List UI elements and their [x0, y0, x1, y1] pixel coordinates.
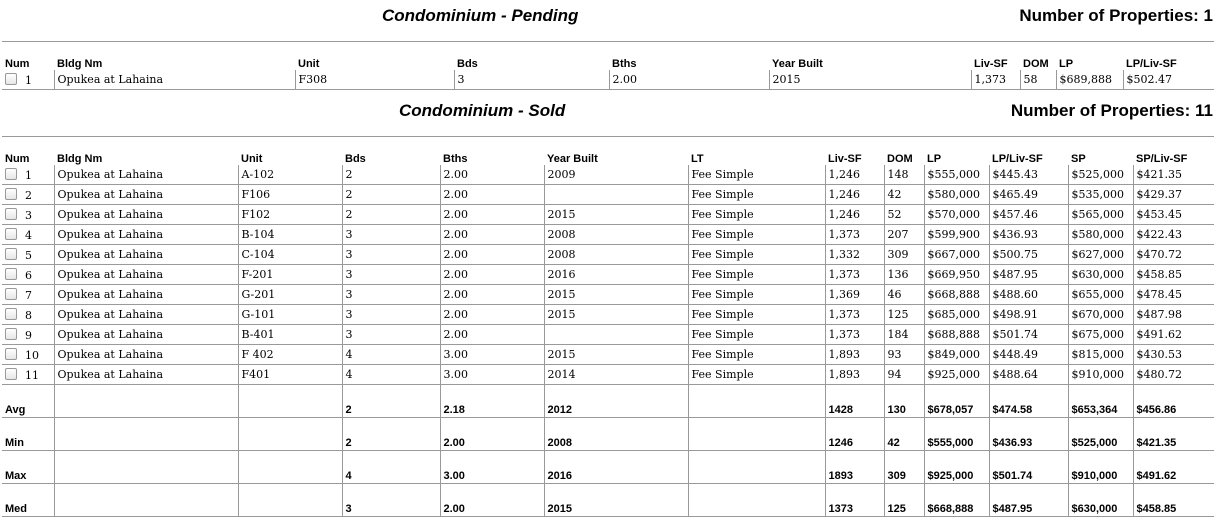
cell-lt: Fee Simple [688, 365, 825, 385]
row-num: 10 [25, 348, 39, 362]
cell-year: 2009 [544, 165, 688, 185]
sold-table-row [2, 285, 1214, 305]
stat-lp: $925,000 [924, 451, 989, 484]
sold-table-row [2, 225, 1214, 245]
cell-livsf: 1,893 [825, 365, 884, 385]
cell-lp: $555,000 [924, 165, 989, 185]
row-num: 7 [25, 288, 32, 302]
pending-header-row [2, 42, 1214, 71]
stat-sp: $910,000 [1068, 451, 1133, 484]
stat-lp: $678,057 [924, 385, 989, 418]
sold-table-row [2, 185, 1214, 205]
cell-lpsf: $488.60 [989, 285, 1068, 305]
cell-lpsf: $487.95 [989, 265, 1068, 285]
cell-livsf: 1,373 [825, 305, 884, 325]
cell-bldg: Opukea at Lahaina [54, 165, 238, 185]
cell-livsf: 1,893 [825, 345, 884, 365]
pending-col-header: Liv-SF [971, 42, 1020, 71]
sold-table-row [2, 205, 1214, 225]
sold-col-header: Liv-SF [825, 137, 884, 166]
row-num: 9 [25, 328, 32, 342]
cell-sp: $535,000 [1068, 185, 1133, 205]
row-checkbox[interactable] [5, 328, 17, 340]
cell-bths: 2.00 [440, 165, 544, 185]
cell-lpsf: $436.93 [989, 225, 1068, 245]
sold-title: Condominium - Sold [399, 101, 566, 120]
cell-bldg: Opukea at Lahaina [54, 185, 238, 205]
sold-col-header: DOM [884, 137, 924, 166]
row-select-cell [2, 205, 54, 225]
row-num: 11 [25, 368, 39, 382]
cell-year: 2008 [544, 225, 688, 245]
cell-bldg: Opukea at Lahaina [54, 365, 238, 385]
sold-col-header: Bds [342, 137, 440, 166]
cell-livsf: 1,332 [825, 245, 884, 265]
cell-bths: 2.00 [440, 245, 544, 265]
sold-col-header: SP/Liv-SF [1133, 137, 1214, 166]
row-num: 1 [25, 168, 32, 182]
cell-lpsf: $500.75 [989, 245, 1068, 265]
cell-unit: C-104 [238, 245, 342, 265]
stat-livsf: 1246 [825, 418, 884, 451]
cell-spsf: $458.85 [1133, 265, 1214, 285]
sold-table-row [2, 345, 1214, 365]
cell-dom: 136 [884, 265, 924, 285]
stat-dom: 125 [884, 484, 924, 517]
pending-col-header: Bldg Nm [54, 42, 295, 71]
cell-year: 2015 [544, 345, 688, 365]
cell-lp: $599,900 [924, 225, 989, 245]
cell-lt: Fee Simple [688, 285, 825, 305]
stat-lpsf: $501.74 [989, 451, 1068, 484]
sold-col-header: LT [688, 137, 825, 166]
cell-sp: $675,000 [1068, 325, 1133, 345]
cell-bldg: Opukea at Lahaina [54, 245, 238, 265]
stat-bths: 2.18 [440, 385, 544, 418]
cell-bths: 2.00 [440, 265, 544, 285]
cell-livsf: 1,246 [825, 205, 884, 225]
row-checkbox[interactable] [5, 248, 17, 260]
cell-livsf: 1,373 [825, 265, 884, 285]
cell-unit: F102 [238, 205, 342, 225]
stat-empty [54, 385, 238, 418]
cell-lp: $925,000 [924, 365, 989, 385]
stat-year: 2015 [544, 484, 688, 517]
cell-dom: 125 [884, 305, 924, 325]
cell-lt: Fee Simple [688, 185, 825, 205]
row-num: 2 [25, 188, 32, 202]
cell-lp: $689,888 [1056, 70, 1123, 90]
cell-spsf: $429.37 [1133, 185, 1214, 205]
stat-bths: 3.00 [440, 451, 544, 484]
row-num: 4 [25, 228, 32, 242]
pending-col-header: Unit [295, 42, 454, 71]
cell-lp: $849,000 [924, 345, 989, 365]
cell-bldg: Opukea at Lahaina [54, 70, 295, 90]
row-select-cell [2, 265, 54, 285]
cell-unit: G-201 [238, 285, 342, 305]
cell-dom: 58 [1020, 70, 1056, 90]
cell-year: 2008 [544, 245, 688, 265]
cell-dom: 207 [884, 225, 924, 245]
stat-sp: $525,000 [1068, 418, 1133, 451]
cell-lt: Fee Simple [688, 265, 825, 285]
stats-row [2, 451, 1214, 484]
cell-year: 2014 [544, 365, 688, 385]
cell-dom: 46 [884, 285, 924, 305]
cell-spsf: $480.72 [1133, 365, 1214, 385]
cell-spsf: $487.98 [1133, 305, 1214, 325]
cell-sp: $580,000 [1068, 225, 1133, 245]
row-select-cell [2, 325, 54, 345]
row-select-cell [2, 245, 54, 265]
sold-col-header: Bldg Nm [54, 137, 238, 166]
cell-sp: $525,000 [1068, 165, 1133, 185]
stat-dom: 42 [884, 418, 924, 451]
cell-year: 2015 [544, 205, 688, 225]
cell-livsf: 1,246 [825, 165, 884, 185]
sold-col-header: Bths [440, 137, 544, 166]
cell-dom: 309 [884, 245, 924, 265]
cell-year: 2015 [544, 305, 688, 325]
cell-dom: 93 [884, 345, 924, 365]
sold-table-row [2, 305, 1214, 325]
cell-livsf: 1,373 [971, 70, 1020, 90]
stat-bths: 2.00 [440, 484, 544, 517]
cell-year [544, 185, 688, 205]
cell-year: 2015 [544, 285, 688, 305]
row-num: 8 [25, 308, 32, 322]
stat-livsf: 1428 [825, 385, 884, 418]
cell-bths: 2.00 [440, 305, 544, 325]
cell-bths: 2.00 [440, 285, 544, 305]
cell-bds: 3 [342, 305, 440, 325]
cell-lp: $668,888 [924, 285, 989, 305]
sold-col-header: Num [2, 137, 54, 166]
cell-sp: $670,000 [1068, 305, 1133, 325]
sold-table-row [2, 265, 1214, 285]
stat-year: 2016 [544, 451, 688, 484]
pending-col-header: LP/Liv-SF [1123, 42, 1214, 71]
row-select-cell [2, 165, 54, 185]
cell-bldg: Opukea at Lahaina [54, 265, 238, 285]
row-select-cell [2, 365, 54, 385]
row-checkbox[interactable] [5, 73, 17, 85]
stat-sp: $630,000 [1068, 484, 1133, 517]
row-checkbox[interactable] [5, 168, 17, 180]
pending-table-row [2, 70, 1214, 90]
stat-empty [688, 484, 825, 517]
row-num: 5 [25, 248, 32, 262]
cell-year: 2015 [769, 70, 971, 90]
cell-bds: 2 [342, 165, 440, 185]
row-select-cell [2, 285, 54, 305]
row-select-cell [2, 345, 54, 365]
cell-bldg: Opukea at Lahaina [54, 325, 238, 345]
cell-year [544, 325, 688, 345]
cell-bths: 2.00 [440, 205, 544, 225]
stat-livsf: 1373 [825, 484, 884, 517]
sold-col-header: Unit [238, 137, 342, 166]
stat-label: Min [2, 418, 54, 451]
sold-col-header: SP [1068, 137, 1133, 166]
stat-label: Med [2, 484, 54, 517]
cell-lpsf: $498.91 [989, 305, 1068, 325]
cell-bths: 2.00 [440, 225, 544, 245]
row-select-cell [2, 305, 54, 325]
cell-bths: 3.00 [440, 365, 544, 385]
cell-lp: $667,000 [924, 245, 989, 265]
cell-lpsf: $465.49 [989, 185, 1068, 205]
sold-table-row [2, 365, 1214, 385]
cell-lt: Fee Simple [688, 225, 825, 245]
cell-bds: 3 [342, 245, 440, 265]
sold-col-header: LP [924, 137, 989, 166]
stat-spsf: $421.35 [1133, 418, 1214, 451]
sold-header-row [2, 137, 1214, 166]
row-num: 6 [25, 268, 32, 282]
stat-lpsf: $487.95 [989, 484, 1068, 517]
cell-unit: G-101 [238, 305, 342, 325]
cell-bds: 2 [342, 185, 440, 205]
pending-col-header: Bds [454, 42, 609, 71]
stat-bths: 2.00 [440, 418, 544, 451]
stat-spsf: $491.62 [1133, 451, 1214, 484]
row-select-cell [2, 70, 54, 90]
pending-col-header: LP [1056, 42, 1123, 71]
cell-lp: $570,000 [924, 205, 989, 225]
stats-row [2, 385, 1214, 418]
row-checkbox[interactable] [5, 188, 17, 200]
pending-col-header: Bths [609, 42, 769, 71]
cell-bths: 2.00 [609, 70, 769, 90]
cell-lt: Fee Simple [688, 165, 825, 185]
row-select-cell [2, 225, 54, 245]
row-checkbox[interactable] [5, 308, 17, 320]
stat-bds: 4 [342, 451, 440, 484]
cell-lp: $685,000 [924, 305, 989, 325]
cell-spsf: $491.62 [1133, 325, 1214, 345]
row-checkbox[interactable] [5, 368, 17, 380]
stat-label: Max [2, 451, 54, 484]
cell-lp: $688,888 [924, 325, 989, 345]
stat-bds: 2 [342, 418, 440, 451]
stat-dom: 130 [884, 385, 924, 418]
cell-lt: Fee Simple [688, 245, 825, 265]
stat-empty [54, 484, 238, 517]
cell-unit: F 402 [238, 345, 342, 365]
cell-bths: 3.00 [440, 345, 544, 365]
sold-table [2, 136, 1214, 517]
cell-spsf: $478.45 [1133, 285, 1214, 305]
cell-livsf: 1,373 [825, 225, 884, 245]
cell-lt: Fee Simple [688, 325, 825, 345]
cell-unit: F401 [238, 365, 342, 385]
cell-livsf: 1,246 [825, 185, 884, 205]
cell-bldg: Opukea at Lahaina [54, 345, 238, 365]
cell-lp: $580,000 [924, 185, 989, 205]
stats-row [2, 418, 1214, 451]
stat-lpsf: $436.93 [989, 418, 1068, 451]
cell-bds: 2 [342, 205, 440, 225]
stat-empty [238, 418, 342, 451]
pending-col-header: DOM [1020, 42, 1056, 71]
pending-col-header: Num [2, 42, 54, 71]
cell-bths: 2.00 [440, 325, 544, 345]
stat-lp: $668,888 [924, 484, 989, 517]
cell-bths: 2.00 [440, 185, 544, 205]
stat-empty [238, 451, 342, 484]
cell-dom: 42 [884, 185, 924, 205]
stat-lpsf: $474.58 [989, 385, 1068, 418]
row-num: 3 [25, 208, 32, 222]
cell-bds: 4 [342, 365, 440, 385]
cell-bldg: Opukea at Lahaina [54, 285, 238, 305]
cell-bldg: Opukea at Lahaina [54, 225, 238, 245]
cell-dom: 94 [884, 365, 924, 385]
row-checkbox[interactable] [5, 268, 17, 280]
stat-bds: 2 [342, 385, 440, 418]
cell-dom: 52 [884, 205, 924, 225]
cell-bds: 4 [342, 345, 440, 365]
cell-bldg: Opukea at Lahaina [54, 305, 238, 325]
cell-spsf: $430.53 [1133, 345, 1214, 365]
cell-lpsf: $445.43 [989, 165, 1068, 185]
cell-sp: $815,000 [1068, 345, 1133, 365]
cell-unit: B-104 [238, 225, 342, 245]
stat-spsf: $458.85 [1133, 484, 1214, 517]
stat-empty [688, 418, 825, 451]
sold-col-header: LP/Liv-SF [989, 137, 1068, 166]
cell-bds: 3 [454, 70, 609, 90]
sold-col-header: Year Built [544, 137, 688, 166]
sold-count: Number of Properties: 11 [1010, 101, 1213, 120]
cell-lp: $669,950 [924, 265, 989, 285]
pending-col-header: Year Built [769, 42, 971, 71]
cell-lpsf: $488.64 [989, 365, 1068, 385]
stat-livsf: 1893 [825, 451, 884, 484]
cell-lpsf: $501.74 [989, 325, 1068, 345]
cell-spsf: $422.43 [1133, 225, 1214, 245]
stat-empty [54, 418, 238, 451]
cell-unit: F-201 [238, 265, 342, 285]
cell-spsf: $470.72 [1133, 245, 1214, 265]
stat-empty [688, 451, 825, 484]
stat-label: Avg [2, 385, 54, 418]
stat-empty [54, 451, 238, 484]
cell-lpsf: $502.47 [1123, 70, 1214, 90]
row-checkbox[interactable] [5, 228, 17, 240]
cell-dom: 184 [884, 325, 924, 345]
cell-lt: Fee Simple [688, 205, 825, 225]
pending-count: Number of Properties: 1 [1019, 6, 1213, 25]
stat-year: 2012 [544, 385, 688, 418]
sold-table-row [2, 325, 1214, 345]
cell-unit: B-401 [238, 325, 342, 345]
stat-empty [688, 385, 825, 418]
cell-spsf: $453.45 [1133, 205, 1214, 225]
pending-table [2, 41, 1214, 90]
stat-bds: 3 [342, 484, 440, 517]
cell-bds: 3 [342, 225, 440, 245]
stat-sp: $653,364 [1068, 385, 1133, 418]
cell-lpsf: $457.46 [989, 205, 1068, 225]
cell-unit: F106 [238, 185, 342, 205]
cell-lt: Fee Simple [688, 345, 825, 365]
pending-title: Condominium - Pending [382, 6, 579, 25]
cell-spsf: $421.35 [1133, 165, 1214, 185]
cell-unit: A-102 [238, 165, 342, 185]
cell-sp: $910,000 [1068, 365, 1133, 385]
stat-year: 2008 [544, 418, 688, 451]
cell-bds: 3 [342, 325, 440, 345]
cell-bds: 3 [342, 285, 440, 305]
cell-lpsf: $448.49 [989, 345, 1068, 365]
stat-lp: $555,000 [924, 418, 989, 451]
stats-row [2, 484, 1214, 517]
row-select-cell [2, 185, 54, 205]
stat-empty [238, 385, 342, 418]
stat-dom: 309 [884, 451, 924, 484]
cell-lt: Fee Simple [688, 305, 825, 325]
cell-dom: 148 [884, 165, 924, 185]
cell-livsf: 1,373 [825, 325, 884, 345]
cell-sp: $655,000 [1068, 285, 1133, 305]
cell-sp: $630,000 [1068, 265, 1133, 285]
row-checkbox[interactable] [5, 348, 17, 360]
sold-table-row [2, 245, 1214, 265]
stat-empty [238, 484, 342, 517]
sold-table-row [2, 165, 1214, 185]
cell-sp: $627,000 [1068, 245, 1133, 265]
cell-bldg: Opukea at Lahaina [54, 205, 238, 225]
cell-sp: $565,000 [1068, 205, 1133, 225]
row-checkbox[interactable] [5, 208, 17, 220]
cell-unit: F308 [295, 70, 454, 90]
cell-bds: 3 [342, 265, 440, 285]
stat-spsf: $456.86 [1133, 385, 1214, 418]
cell-year: 2016 [544, 265, 688, 285]
cell-livsf: 1,369 [825, 285, 884, 305]
row-checkbox[interactable] [5, 288, 17, 300]
row-num: 1 [25, 73, 32, 87]
